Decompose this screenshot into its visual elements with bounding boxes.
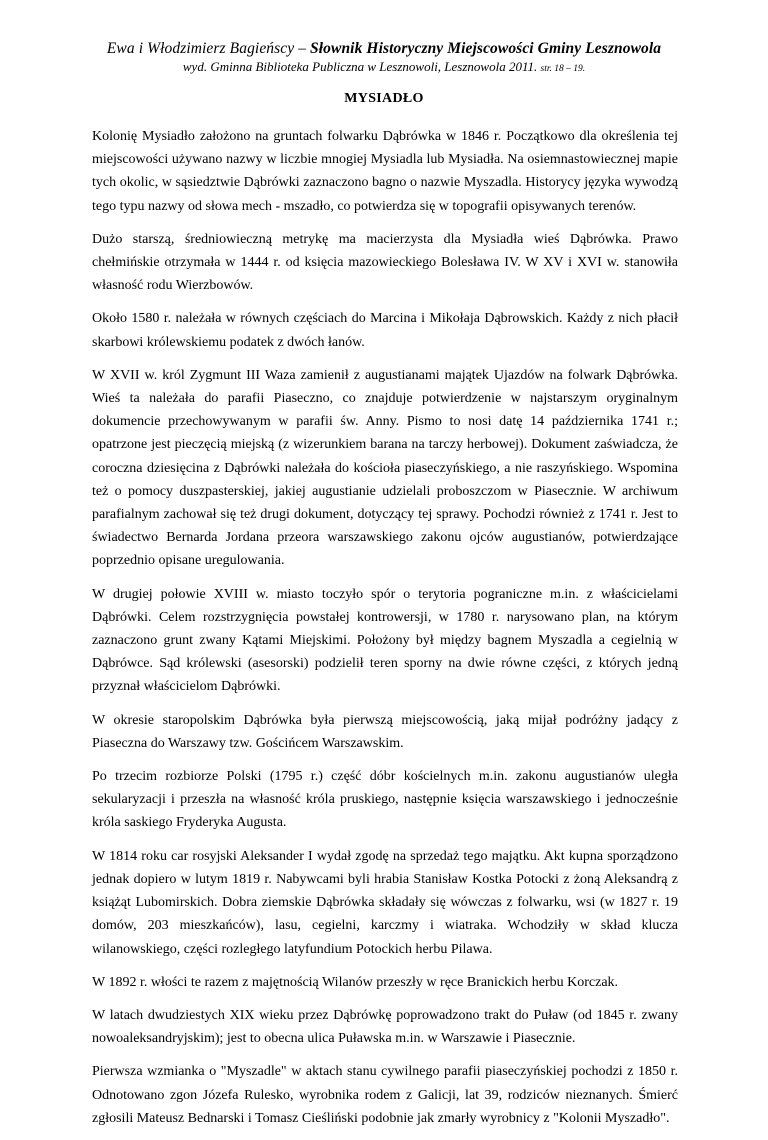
running-header [0, 40, 768, 58]
paragraph: Dużo starszą, średniowieczną metrykę ma macierzysta dla Mysiadła wieś Dąbrówka. Prawo chełmińskie otrzymała w 1444 r. od księcia mazowieckiego Bolesława IV. W XV i XVI w. stanowiła własność rodu Wierzbowów. [92, 231, 678, 294]
paragraph: W drugiej połowie XVIII w. miasto toczyło spór o terytoria pograniczne m.in. z właścicielami Dąbrówki. Celem rozstrzygnięcia powstałej kontrowersji, w 1780 r. narysowano plan, na którym zaznaczono grunt zwany Kątami Miejskimi. Położony był między bagnem Myszadla a cegielnią w Dąbrówce. Sąd królewski (asesorski) podzielił teren sporny na dwie równe części, z których jedną przyznał właścicielom Dąbrówki. [92, 586, 678, 695]
header-work-title: Słownik Historyczny Miejscowości Gminy Lesznowola [310, 40, 662, 57]
entry-title: MYSIADŁO [344, 91, 424, 106]
paragraph: W latach dwudziestych XIX wieku przez Dąbrówkę poprowadzono trakt do Puław (od 1845 r. zwany nowoaleksandryjskim); jest to obecna ulica Puławska m.in. w Warszawie i Piasecznie. [92, 1007, 678, 1047]
paragraph: Pierwsza wzmianka o "Myszadle" w aktach stanu cywilnego parafii piaseczyńskiej pochodzi z 1850 r. Odnotowano zgon Józefa Rulesko, wyrobnika rodem z Galicji, lat 39, rodziców nieznanych. Śmierć zgłosili Mateusz Bednarski i Tomasz Cieśliński podobnie jak zmarły wyrobnicy z "Kolonii Myszadło". [92, 1064, 678, 1126]
paragraph: W okresie staropolskim Dąbrówka była pierwszą miejscowością, jaką mijał podróżny jadący z Piaseczna do Warszawy tzw. Gościńcem Warszawskim. [92, 712, 678, 751]
paragraph: Około 1580 r. należała w równych częściach do Marcina i Mikołaja Dąbrowskich. Każdy z nich płacił skarbowi królewskiemu podatek z dwóch łanów. [92, 311, 678, 350]
paragraph: Po trzecim rozbiorze Polski (1795 r.) część dóbr kościelnych m.in. zakonu augustianów uległa sekularyzacji i przeszła na własność króla pruskiego, następnie księcia warszawskiego i jednocześnie króla saskiego Fryderyka Augusta. [92, 769, 678, 831]
publication-line [0, 59, 768, 75]
paragraph: W 1892 r. włości te razem z majętnością Wilanów przeszły w ręce Branickich herbu Korczak. [92, 974, 619, 990]
paragraph: Kolonię Mysiadło założono na gruntach folwarku Dąbrówka w 1846 r. Początkowo dla określenia tej miejscowości używano nazwy w liczbie mnogiej Mysiadla lub Mysiadła. Na osiemnastowiecznej mapie tych okolic, w sąsiedztwie Dąbrówki zaznaczono bagno o nazwie Myszadla. Historycy języka wywodzą tego typu nazwy od słowa mech - mszadło, co potwierdza się w topografii opisywanych terenów. [92, 129, 678, 214]
paragraph: W XVII w. król Zygmunt III Waza zamienił z augustianami majątek Ujazdów na folwark Dąbrówka. Wieś ta należała do parafii Piaseczno, co znajduje potwierdzenie w najstarszym oryginalnym dokumencie przechowywanym w parafii św. Anny. Pismo to nosi datę 14 października 1741 r.; opatrzone jest pieczęcią miejską (z wizerunkiem barana na tarczy herbowej). Dokument zaświadcza, że coroczna dziesięcina z Dąbrówki należała do kościoła piaseczyńskiego, a nie raszyńskiego. Wspomina też o pomocy duszpasterskiej, jakiej augustianie udzielali proboszczom w Piasecznie. W archiwum parafialnym zachował się też drugi dokument, dotyczący tej sprawy. Pochodzi również z 1741 r. Jest to świadectwo Bernarda Jordana przeora warszawskiego zakonu ojców augustianów, potwierdzające poprzednio opisane uregulowania. [92, 367, 678, 569]
paragraph: W 1814 roku car rosyjski Aleksander I wydał zgodę na sprzedaż tego majątku. Akt kupna sporządzono jednak dopiero w lutym 1819 r. Nabywcami byli hrabia Stanisław Kostka Potocki z żoną Aleksandrą z książąt Lubomirskich. Dobra ziemskie Dąbrówka składały się wówczas z folwarku, wsi (w 1827 r. 19 domów, 203 mieszkańców), lasu, cegielni, karczmy i wiatraka. Wchodziły w skład klucza wilanowskiego, części rozległego latyfundium Potockich herbu Pilawa. [92, 848, 678, 957]
header-pages: str. 18 – 19. [540, 64, 586, 74]
entry-body [92, 125, 678, 1140]
header-publication: wyd. Gminna Biblioteka Publiczna w Lesznowoli, Lesznowola 2011. [182, 59, 541, 74]
header-authors: Ewa i Włodzimierz Bagieńscy – [106, 40, 311, 57]
